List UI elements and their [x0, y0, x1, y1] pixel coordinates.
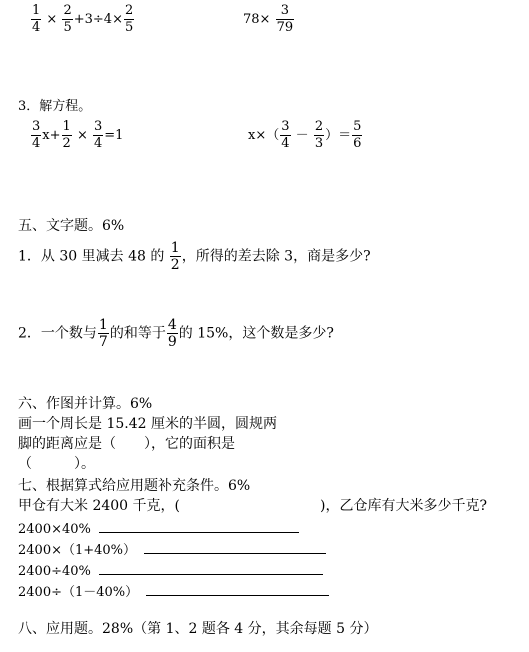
section5-title: 五、文字题。6% — [18, 218, 125, 234]
expression-lead: 78× — [243, 12, 271, 27]
answer-line[interactable] — [146, 583, 329, 596]
section6-line3: （ ）。 — [18, 456, 95, 472]
fraction: $\frac{2}{3}$ — [314, 119, 324, 151]
section6-line2: 脚的距离应是（ ），它的面积是 — [18, 436, 235, 452]
calc-expression-b — [243, 4, 295, 35]
fraction: $\frac{2}{5}$ — [63, 3, 72, 35]
fraction: $\frac{4}{9}$ — [167, 317, 177, 350]
section6-title: 六、作图并计算。6% — [18, 396, 153, 412]
fraction: $\frac{1}{4}$ — [32, 3, 41, 35]
fraction: $\frac{3}{4}$ — [32, 119, 41, 151]
section3-title: 3．解方程。 — [18, 99, 92, 114]
operator: × — [46, 12, 58, 27]
fraction: $\frac{3}{4}$ — [93, 119, 103, 151]
expression-middle: +3÷4× — [73, 12, 123, 27]
fraction: $\frac{1}{7}$ — [98, 317, 108, 350]
equation-a: $\frac{3}{4}$ x+ $\frac{1}{2}$ × $\frac{3}{4}$ =1 — [32, 119, 124, 151]
calc-expression-a — [30, 4, 135, 35]
section8-title: 八、应用题。28%（第 1、2 题各 4 分，其余每题 5 分） — [18, 621, 378, 637]
formula-row-4: 2400÷（1－40%） — [18, 583, 329, 601]
formula-row-2: 2400×（1+40%） — [18, 541, 326, 559]
fraction: $\frac{5}{6}$ — [353, 119, 362, 151]
word-problem-1: 1．从 30 里减去 48 的 $\frac{1}{2}$ ，所得的差去除 3，商是多少? — [18, 240, 371, 273]
fraction: $\frac{1}{2}$ — [62, 119, 71, 151]
answer-line[interactable] — [144, 541, 326, 554]
fill-in-blank[interactable] — [180, 498, 320, 510]
section6-line1: 画一个周长是 15.42 厘米的半圆，圆规两 — [18, 416, 277, 432]
answer-line[interactable] — [99, 520, 299, 533]
section7-title: 七、根据算式给应用题补充条件。6% — [18, 478, 251, 494]
fraction: $\frac{3}{4}$ — [281, 119, 290, 151]
fraction: $\frac{2}{5}$ — [124, 3, 134, 35]
fraction: $\frac{3}{79}$ — [276, 3, 294, 35]
formula-row-3: 2400÷40% — [18, 562, 323, 580]
word-problem-2: 2．一个数与 $\frac{1}{7}$ 的和等于 $\frac{4}{9}$ 的 15%，这个数是多少? — [18, 317, 334, 350]
section7-stem: 甲仓有大米 2400 千克，( )，乙仓库有大米多少千克? — [18, 498, 487, 514]
formula-row-1: 2400×40% — [18, 520, 299, 538]
fraction: $\frac{1}{2}$ — [170, 240, 180, 273]
answer-line[interactable] — [99, 562, 323, 575]
equation-b: x×（ $\frac{3}{4}$ － $\frac{2}{3}$ ）＝ $\frac{5}{6}$ — [248, 119, 362, 151]
